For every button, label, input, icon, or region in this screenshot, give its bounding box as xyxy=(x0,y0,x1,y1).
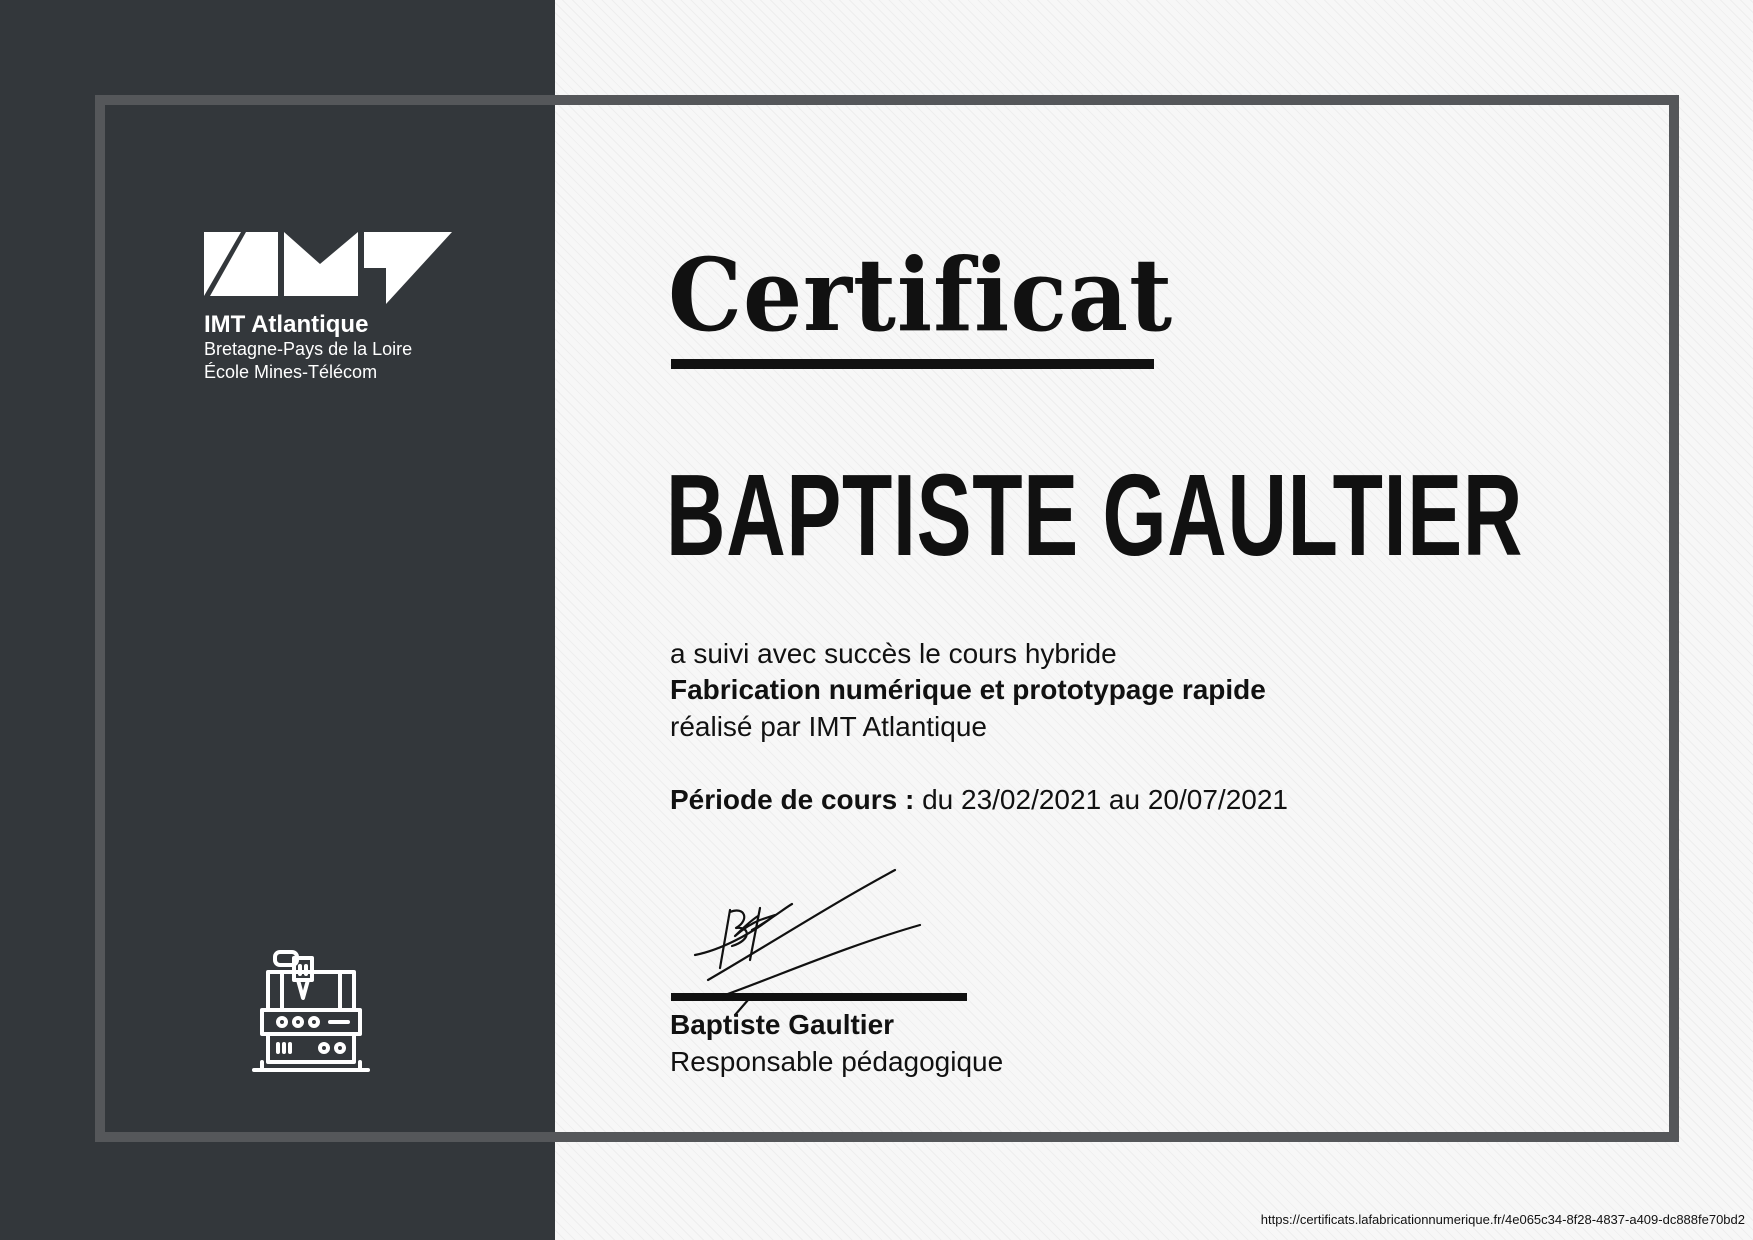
institution-name: IMT Atlantique xyxy=(204,311,369,338)
institution-subtitle-school: École Mines-Télécom xyxy=(204,362,378,382)
course-name: Fabrication numérique et prototypage rapide xyxy=(670,674,1266,705)
period-value: du 23/02/2021 au 20/07/2021 xyxy=(922,784,1288,815)
handwritten-signature xyxy=(690,860,930,1030)
period-label: Période de cours : xyxy=(670,784,915,815)
course-period xyxy=(670,783,1288,817)
provider-statement: réalisé par IMT Atlantique xyxy=(670,711,987,742)
signatory-role: Responsable pédagogique xyxy=(670,1046,1004,1077)
signature-line xyxy=(671,993,967,1001)
verification-url: https://certificats.lafabricationnumerique.fr/4e065c34-8f28-4837-a409-dc888fe70bd2 xyxy=(1260,1212,1745,1227)
imt-logo-icon xyxy=(204,232,452,304)
certificate-title: Certificat xyxy=(668,236,1173,354)
title-underline xyxy=(671,359,1154,369)
institution-subtitle-region: Bretagne-Pays de la Loire xyxy=(204,339,413,359)
cnc-machine-icon xyxy=(248,948,373,1078)
completion-statement: a suivi avec succès le cours hybride xyxy=(670,638,1117,669)
signatory-name: Baptiste Gaultier xyxy=(670,1009,895,1040)
recipient-name: BAPTISTE GAULTIER xyxy=(666,450,1524,580)
